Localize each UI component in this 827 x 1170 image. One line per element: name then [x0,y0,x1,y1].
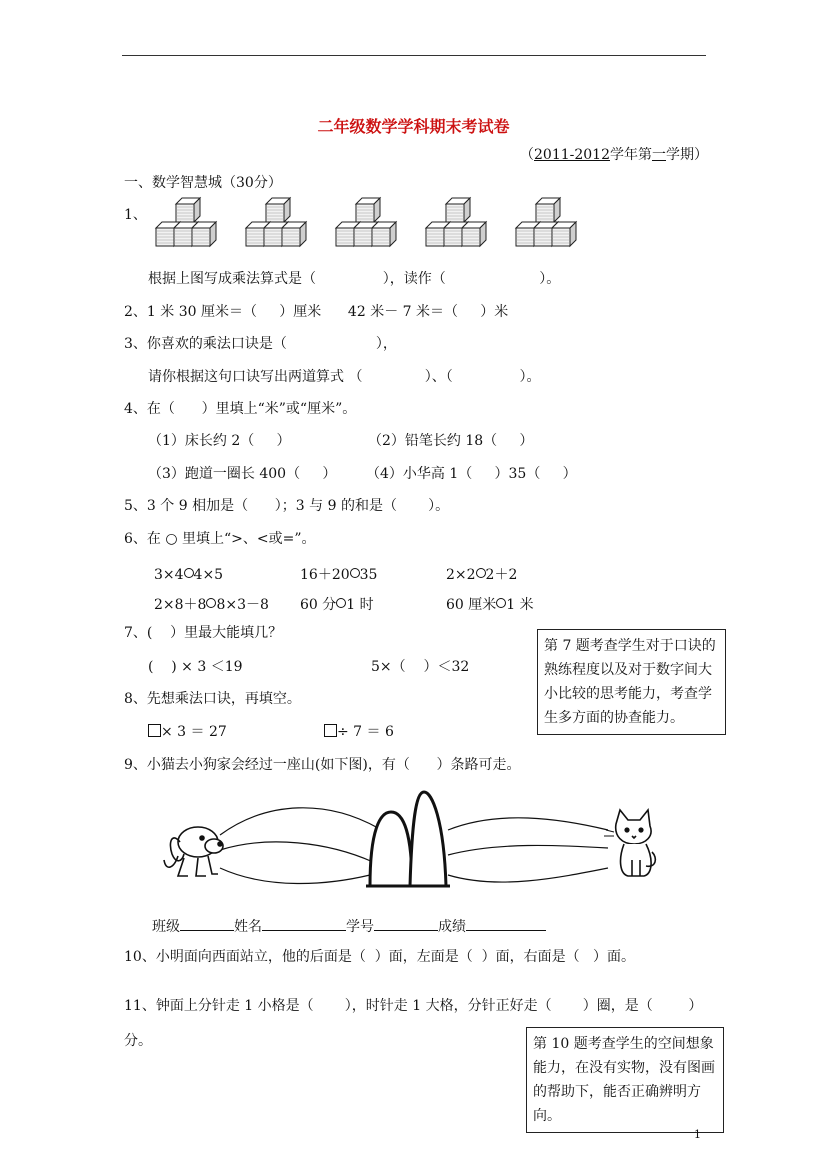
q4-item-2: （2）铅笔长约 18（ ） [368,433,534,449]
q6-item: 3×4 4×5 [154,567,224,583]
cube-icon [372,222,396,246]
term-line [520,146,708,164]
name-field[interactable] [262,916,346,931]
term-mid: 学年第 [610,147,652,163]
id-label: 学号 [346,919,374,935]
page-title: 二年级数学学科期末考试卷 [317,117,510,136]
blank-box [148,724,161,737]
cat-icon [604,810,655,876]
header-rule [122,55,706,56]
q9-line: 9、小猫去小狗家会经过一座山(如下图)，有（ ）条路可走。 [124,757,521,773]
id-field[interactable] [374,916,438,931]
term-num: 一 [652,147,666,163]
mountain-paths-figure [158,780,658,895]
compare-circle [206,598,216,608]
note-q10: 第 10 题考查学生的空间想象能力，在没有实物，没有图画的帮助下，能否正确辨明方向。 [526,1027,724,1133]
q2-line: 2、1 米 30 厘米＝（ ）厘米 42 米－ 7 米＝（ ）米 [124,304,509,320]
term-year: 2011-2012 [534,147,610,163]
q7-heading: 7、( ）里最大能填几？ [124,625,283,641]
term-open: （ [520,147,534,163]
q6-item: 60 厘米 1 米 [446,597,534,613]
q11-line1: 11、钟面上分针走 1 小格是（ ），时针走 1 大格，分针正好走（ ）圈，是（ ） [124,998,703,1014]
cube-icon [552,222,576,246]
class-field[interactable] [180,916,234,931]
q1-number: 1、 [124,207,147,223]
page-number: 1 [694,1128,701,1141]
q6-item: 60 分 1 时 [300,597,374,613]
student-info [152,916,546,936]
note-q7: 第 7 题考查学生对于口诀的熟练程度以及对于数字间大小比较的思考能力，考查学生多方面的协查能力。 [537,629,726,735]
cube-icon [192,222,216,246]
dog-icon [164,827,223,876]
q5-line: 5、3 个 9 相加是（ ）；3 与 9 的和是（ ）。 [124,498,450,514]
score-label: 成绩 [438,919,466,935]
q4-heading: 4、在（ ）里填上“米”或“厘米”。 [124,401,357,417]
q8-heading: 8、先想乘法口诀，再填空。 [124,691,301,707]
q6-item: 16＋20 35 [300,567,378,583]
q4-item-3: （3）跑道一圈长 400（ ） [148,466,337,482]
q8-item-2: ÷ 7 ＝ 6 [324,723,394,741]
q3-line1: 3、你喜欢的乘法口诀是（ ）， [124,336,397,352]
cube-icon [282,222,306,246]
class-label: 班级 [152,919,180,935]
cube-icon [446,198,470,222]
compare-circle [476,568,486,578]
blank-box [324,724,337,737]
q6-item: 2×8＋8 8×3－8 [154,597,269,613]
cube-icon [266,198,290,222]
cube-icon [356,198,380,222]
q10-line: 10、小明面向西面站立，他的后面是（ ）面，左面是（ ）面，右面是（ ）面。 [124,949,635,965]
mountain-icon [366,792,450,886]
q11-line2: 分。 [124,1033,152,1049]
compare-circle [184,568,194,578]
q1-line: 根据上图写成乘法算式是（ ），读作（ ）。 [148,271,561,287]
compare-circle [496,598,506,608]
q8-item-1: × 3 ＝ 27 [148,723,227,741]
cube-icon [176,198,200,222]
cube-icon [462,222,486,246]
q4-item-1: （1）床长约 2（ ） [148,433,291,449]
name-label: 姓名 [234,919,262,935]
score-field[interactable] [466,916,546,931]
q7-item-1: ( ) × 3 ＜19 [148,659,243,675]
q3-line2: 请你根据这句口诀写出两道算式 （ ）、（ ）。 [148,369,541,385]
compare-circle [350,568,360,578]
term-end: 学期） [666,147,708,163]
compare-circle [336,598,346,608]
q4-item-4: （4）小华高 1（ ）35（ ） [366,466,577,482]
section-heading: 一、数学智慧城（30分） [124,175,282,191]
cube-stacks-figure [150,196,590,258]
cube-icon [536,198,560,222]
q7-item-2: 5×（ ）＜32 [371,659,470,675]
q6-heading: 6、在 ○ 里填上“>、<或=”。 [124,531,316,547]
q6-item: 2×2 2＋2 [446,567,518,583]
